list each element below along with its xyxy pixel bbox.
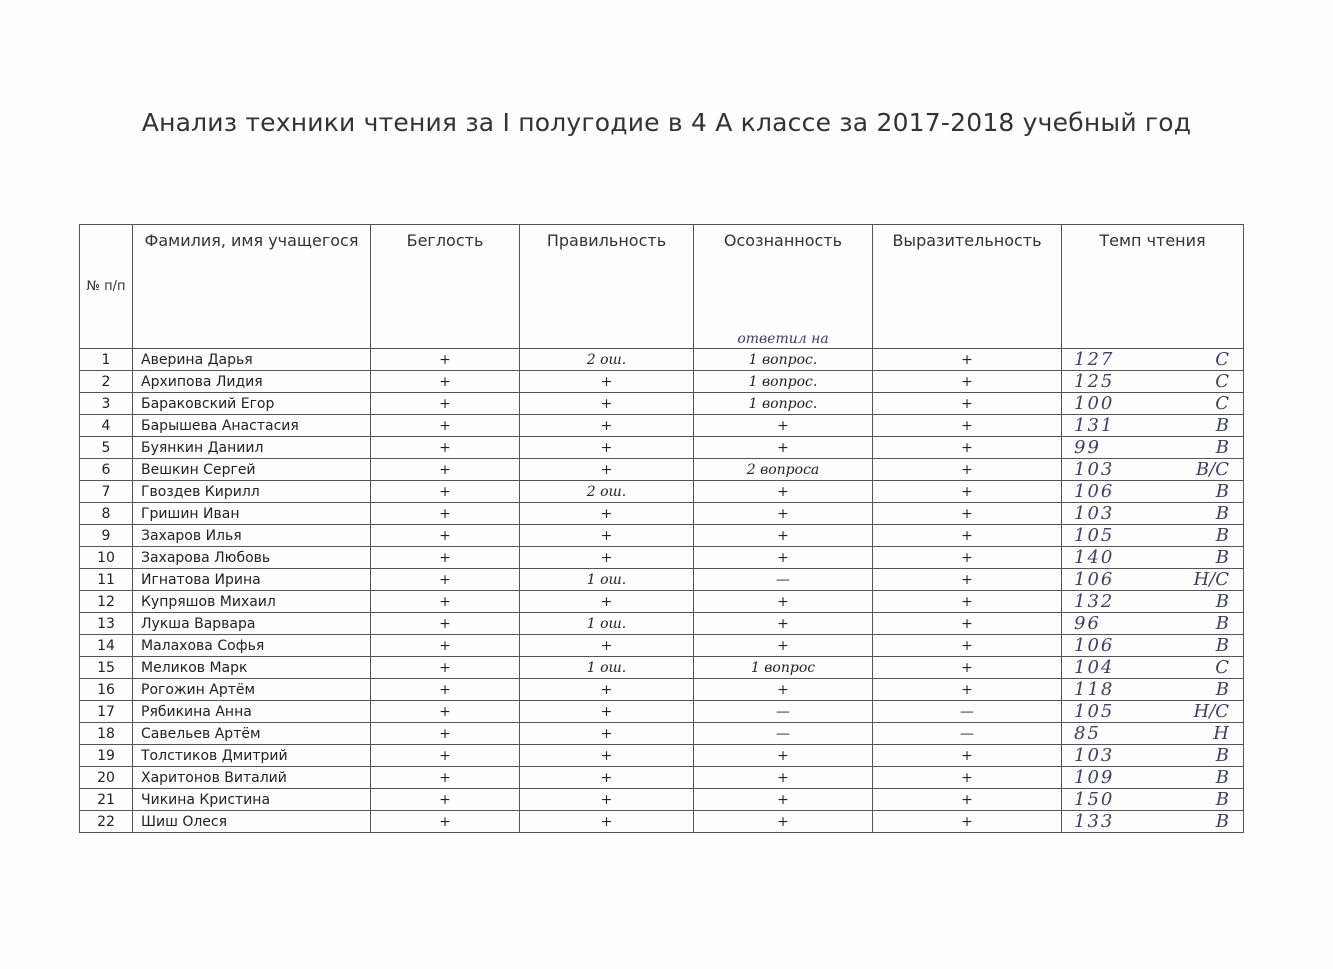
row-number: 21 [80,789,133,811]
reading-level: В [1215,679,1229,700]
reading-level: С [1215,371,1229,392]
row-number: 8 [80,503,133,525]
reading-speed: 133 [1074,811,1115,832]
header-correctness: Правильность [520,225,694,349]
reading-level: В [1215,789,1229,810]
expressiveness-mark: + [873,415,1062,437]
row-number: 12 [80,591,133,613]
expressiveness-mark: + [873,657,1062,679]
table-row [80,393,1244,415]
student-name: Игнатова Ирина [133,569,371,591]
awareness-mark: + [694,481,873,503]
fluency-mark: + [371,723,520,745]
table-row [80,657,1244,679]
student-name: Рогожин Артём [133,679,371,701]
student-name: Захарова Любовь [133,547,371,569]
correctness-mark: + [520,459,694,481]
table-row [80,767,1244,789]
reading-speed: 105 [1074,701,1115,722]
tempo-cell [1062,459,1244,481]
awareness-mark: 1 вопрос [694,657,873,679]
expressiveness-mark: + [873,459,1062,481]
expressiveness-mark: + [873,437,1062,459]
table-row [80,789,1244,811]
row-number: 16 [80,679,133,701]
reading-speed: 105 [1074,525,1115,546]
row-number: 2 [80,371,133,393]
correctness-mark: 1 ош. [520,657,694,679]
student-name: Савельев Артём [133,723,371,745]
correctness-mark: + [520,525,694,547]
table-row [80,569,1244,591]
tempo-cell [1062,789,1244,811]
student-name: Аверина Дарья [133,349,371,371]
table-row [80,591,1244,613]
student-name: Рябикина Анна [133,701,371,723]
fluency-mark: + [371,745,520,767]
correctness-mark: + [520,547,694,569]
reading-level: С [1215,349,1229,370]
expressiveness-mark: + [873,503,1062,525]
expressiveness-mark: + [873,481,1062,503]
awareness-mark: + [694,415,873,437]
fluency-mark: + [371,525,520,547]
tempo-cell [1062,701,1244,723]
tempo-cell [1062,679,1244,701]
table-row [80,415,1244,437]
awareness-mark: + [694,503,873,525]
fluency-mark: + [371,371,520,393]
tempo-cell [1062,723,1244,745]
reading-level: В [1215,767,1229,788]
awareness-mark: + [694,547,873,569]
tempo-cell [1062,349,1244,371]
reading-speed: 103 [1074,459,1115,480]
awareness-mark: + [694,767,873,789]
awareness-mark: 1 вопрос. [694,349,873,371]
reading-speed: 131 [1074,415,1115,436]
awareness-mark: + [694,635,873,657]
fluency-mark: + [371,393,520,415]
fluency-mark: + [371,613,520,635]
row-number: 18 [80,723,133,745]
table-row [80,635,1244,657]
row-number: 14 [80,635,133,657]
student-name: Меликов Марк [133,657,371,679]
awareness-handwritten-note: ответил на [737,331,829,347]
reading-level: Н/С [1193,569,1229,590]
tempo-cell [1062,393,1244,415]
student-name: Чикина Кристина [133,789,371,811]
student-name: Малахова Софья [133,635,371,657]
reading-speed: 127 [1074,349,1115,370]
reading-level: В [1215,591,1229,612]
fluency-mark: + [371,415,520,437]
row-number: 3 [80,393,133,415]
table-row [80,745,1244,767]
correctness-mark: + [520,679,694,701]
correctness-mark: 1 ош. [520,613,694,635]
correctness-mark: + [520,437,694,459]
header-tempo: Темп чтения [1062,225,1244,349]
row-number: 9 [80,525,133,547]
expressiveness-mark: + [873,767,1062,789]
reading-level: В [1215,525,1229,546]
tempo-cell [1062,591,1244,613]
correctness-mark: 2 ош. [520,349,694,371]
correctness-mark: + [520,701,694,723]
header-awareness-label: Осознанность [723,231,843,250]
student-name: Шиш Олеся [133,811,371,833]
tempo-cell [1062,613,1244,635]
reading-speed: 103 [1074,745,1115,766]
student-name: Харитонов Виталий [133,767,371,789]
table-row [80,723,1244,745]
correctness-mark: 2 ош. [520,481,694,503]
row-number: 6 [80,459,133,481]
reading-speed: 150 [1074,789,1115,810]
reading-speed: 85 [1074,723,1101,744]
fluency-mark: + [371,657,520,679]
fluency-mark: + [371,679,520,701]
fluency-mark: + [371,459,520,481]
correctness-mark: + [520,745,694,767]
reading-level: В/С [1195,459,1229,480]
student-name: Гришин Иван [133,503,371,525]
header-number: № п/п [80,225,133,349]
expressiveness-mark: + [873,393,1062,415]
expressiveness-mark: + [873,811,1062,833]
reading-level: В [1215,481,1229,502]
row-number: 19 [80,745,133,767]
fluency-mark: + [371,767,520,789]
reading-speed: 132 [1074,591,1115,612]
tempo-cell [1062,569,1244,591]
student-name: Архипова Лидия [133,371,371,393]
header-expressiveness: Выразительность [873,225,1062,349]
row-number: 11 [80,569,133,591]
reading-level: В [1215,503,1229,524]
reading-speed: 96 [1074,613,1101,634]
table-row [80,613,1244,635]
reading-level: Н/С [1193,701,1229,722]
row-number: 4 [80,415,133,437]
student-name: Гвоздев Кирилл [133,481,371,503]
correctness-mark: + [520,415,694,437]
table-row [80,371,1244,393]
header-fluency: Беглость [371,225,520,349]
correctness-mark: + [520,591,694,613]
awareness-mark: — [694,569,873,591]
reading-speed: 118 [1074,679,1115,700]
correctness-mark: + [520,811,694,833]
expressiveness-mark: + [873,547,1062,569]
table-row [80,701,1244,723]
tempo-cell [1062,657,1244,679]
fluency-mark: + [371,591,520,613]
expressiveness-mark: + [873,789,1062,811]
fluency-mark: + [371,701,520,723]
row-number: 20 [80,767,133,789]
reading-speed: 106 [1074,635,1115,656]
row-number: 22 [80,811,133,833]
expressiveness-mark: + [873,525,1062,547]
reading-level: В [1215,613,1229,634]
reading-speed: 99 [1074,437,1101,458]
table-row [80,811,1244,833]
awareness-mark: + [694,745,873,767]
student-name: Барышева Анастасия [133,415,371,437]
awareness-mark: + [694,789,873,811]
tempo-cell [1062,525,1244,547]
table-row [80,503,1244,525]
awareness-mark: — [694,701,873,723]
reading-level: В [1215,547,1229,568]
expressiveness-mark: + [873,569,1062,591]
student-name: Лукша Варвара [133,613,371,635]
row-number: 13 [80,613,133,635]
reading-level: В [1215,635,1229,656]
correctness-mark: + [520,789,694,811]
expressiveness-mark: + [873,349,1062,371]
awareness-mark: + [694,437,873,459]
reading-level: С [1215,657,1229,678]
header-awareness [694,225,873,349]
table-row [80,679,1244,701]
reading-level: Н [1213,723,1229,744]
expressiveness-mark: + [873,613,1062,635]
row-number: 17 [80,701,133,723]
row-number: 10 [80,547,133,569]
reading-level: В [1215,811,1229,832]
reading-analysis-table [79,224,1244,833]
awareness-mark: + [694,811,873,833]
fluency-mark: + [371,349,520,371]
row-number: 1 [80,349,133,371]
reading-speed: 106 [1074,569,1115,590]
expressiveness-mark: + [873,591,1062,613]
reading-level: С [1215,393,1229,414]
reading-level: В [1215,437,1229,458]
fluency-mark: + [371,569,520,591]
reading-speed: 104 [1074,657,1115,678]
tempo-cell [1062,481,1244,503]
awareness-mark: + [694,613,873,635]
table-row [80,459,1244,481]
table-row [80,547,1244,569]
correctness-mark: 1 ош. [520,569,694,591]
awareness-mark: + [694,525,873,547]
table-row [80,349,1244,371]
reading-speed: 109 [1074,767,1115,788]
fluency-mark: + [371,481,520,503]
student-name: Купряшов Михаил [133,591,371,613]
awareness-mark: — [694,723,873,745]
student-name: Толстиков Дмитрий [133,745,371,767]
header-row [80,225,1244,349]
reading-level: В [1215,745,1229,766]
expressiveness-mark: + [873,635,1062,657]
tempo-cell [1062,503,1244,525]
reading-speed: 103 [1074,503,1115,524]
row-number: 5 [80,437,133,459]
awareness-mark: 1 вопрос. [694,393,873,415]
correctness-mark: + [520,767,694,789]
correctness-mark: + [520,503,694,525]
tempo-cell [1062,371,1244,393]
row-number: 15 [80,657,133,679]
table-row [80,525,1244,547]
awareness-mark: + [694,679,873,701]
expressiveness-mark: + [873,371,1062,393]
row-number: 7 [80,481,133,503]
reading-level: В [1215,415,1229,436]
fluency-mark: + [371,811,520,833]
student-name: Захаров Илья [133,525,371,547]
fluency-mark: + [371,547,520,569]
fluency-mark: + [371,437,520,459]
correctness-mark: + [520,371,694,393]
tempo-cell [1062,767,1244,789]
header-name: Фамилия, имя учащегося [133,225,371,349]
reading-speed: 140 [1074,547,1115,568]
student-name: Вешкин Сергей [133,459,371,481]
fluency-mark: + [371,789,520,811]
expressiveness-mark: — [873,723,1062,745]
expressiveness-mark: — [873,701,1062,723]
fluency-mark: + [371,635,520,657]
correctness-mark: + [520,723,694,745]
correctness-mark: + [520,635,694,657]
student-name: Бараковский Егор [133,393,371,415]
student-name: Буянкин Даниил [133,437,371,459]
page-title: Анализ техники чтения за I полугодие в 4 А классе за 2017-2018 учебный год [141,108,1192,137]
table-row [80,437,1244,459]
tempo-cell [1062,437,1244,459]
table-row [80,481,1244,503]
reading-speed: 100 [1074,393,1115,414]
awareness-mark: + [694,591,873,613]
tempo-cell [1062,547,1244,569]
tempo-cell [1062,745,1244,767]
fluency-mark: + [371,503,520,525]
awareness-mark: 1 вопрос. [694,371,873,393]
tempo-cell [1062,415,1244,437]
expressiveness-mark: + [873,745,1062,767]
tempo-cell [1062,811,1244,833]
reading-speed: 125 [1074,371,1115,392]
tempo-cell [1062,635,1244,657]
reading-speed: 106 [1074,481,1115,502]
awareness-mark: 2 вопроса [694,459,873,481]
correctness-mark: + [520,393,694,415]
expressiveness-mark: + [873,679,1062,701]
